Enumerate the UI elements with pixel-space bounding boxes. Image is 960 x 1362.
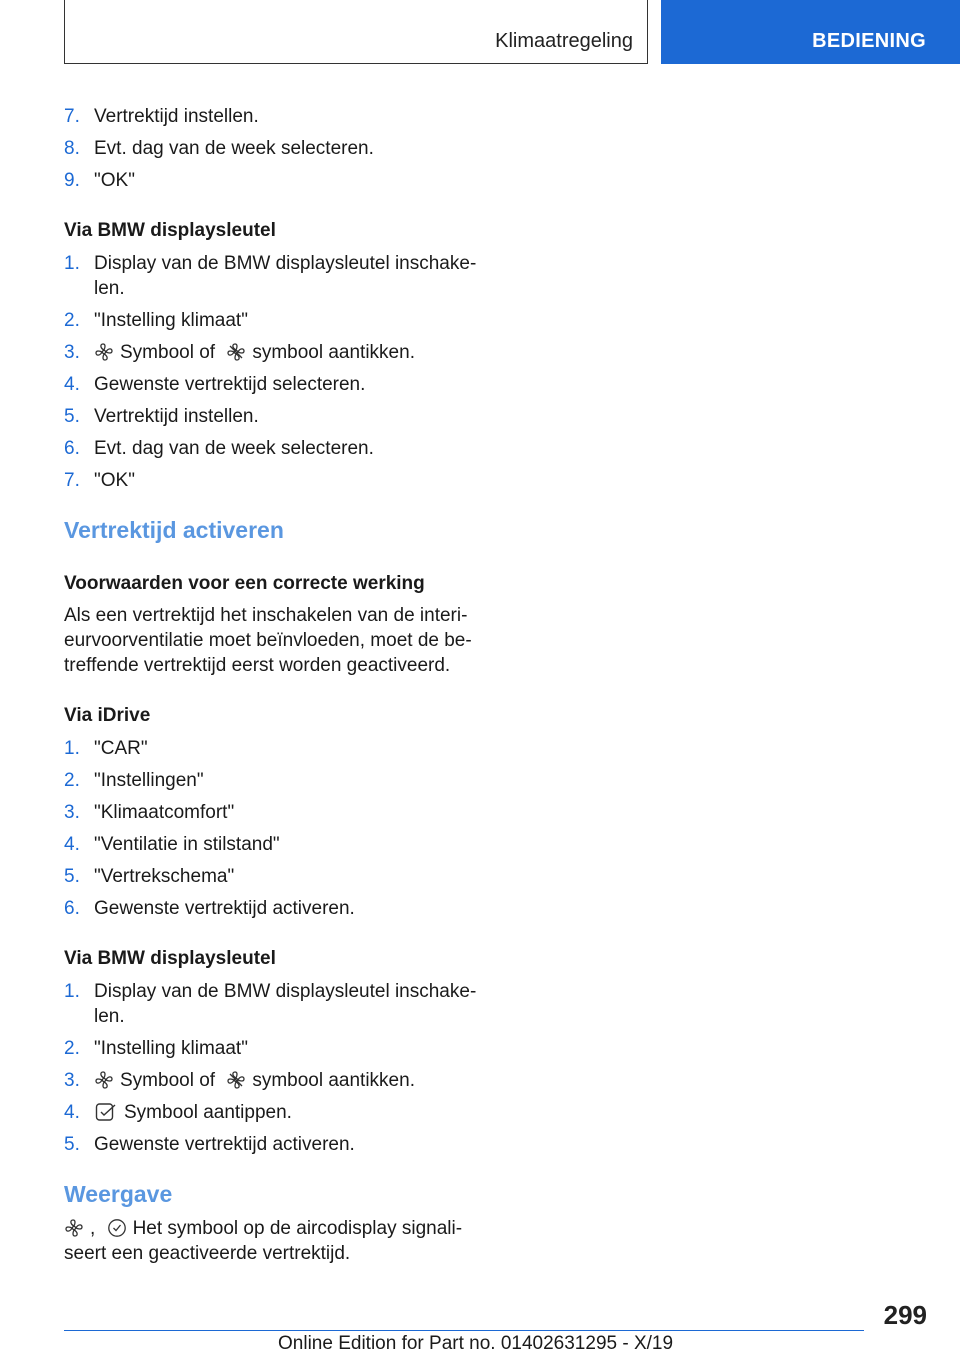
list-text: "Ventilatie in stilstand" (94, 834, 280, 855)
paragraph-line: seert een geactiveerde vertrektijd. (64, 1243, 351, 1264)
list-text (94, 1068, 484, 1093)
list-text-line: len. (94, 278, 125, 299)
list-number: 5. (64, 1134, 80, 1155)
paragraph (64, 603, 484, 678)
list-text-part: Symbool of (120, 1070, 216, 1091)
list-number: 3. (64, 802, 80, 823)
list-text: Vertrektijd instellen. (94, 106, 259, 127)
list-number: 9. (64, 170, 80, 191)
list-number: 1. (64, 738, 80, 759)
list-number: 5. (64, 406, 80, 427)
list-text: "Instelling klimaat" (94, 1038, 248, 1059)
list-number: 1. (64, 981, 80, 1002)
page-number: 299 (883, 1300, 927, 1330)
fan-icon (94, 1070, 114, 1090)
list-number: 2. (64, 1038, 80, 1059)
list-text-line: len. (94, 1006, 125, 1027)
list-number: 6. (64, 898, 80, 919)
list-number: 7. (64, 106, 80, 127)
list-text-line: Display van de BMW displaysleutel inschake- (94, 253, 477, 274)
list-number: 5. (64, 866, 80, 887)
separator: , (90, 1218, 96, 1239)
list-text (94, 340, 484, 365)
paragraph (64, 1216, 484, 1266)
list-text: "OK" (94, 170, 135, 191)
section-heading: Weergave (64, 1181, 173, 1207)
section-tab (661, 0, 960, 64)
subheading-displaykey: Via BMW displaysleutel (64, 948, 276, 969)
fan-icon (64, 1218, 84, 1238)
list-number: 3. (64, 1070, 80, 1091)
list-text: Gewenste vertrektijd selecteren. (94, 374, 366, 395)
clock-check-icon (107, 1218, 127, 1238)
list-text: "CAR" (94, 738, 148, 759)
paragraph-line: Als een vertrektijd het inschakelen van de interi- (64, 605, 468, 626)
subheading-conditions: Voorwaarden voor een correcte werking (64, 573, 425, 594)
fan-clock-icon (226, 1070, 246, 1090)
list-number: 3. (64, 342, 80, 363)
subheading-displaykey: Via BMW displaysleutel (64, 220, 276, 241)
list-text: "OK" (94, 470, 135, 491)
footer-text: Online Edition for Part no. 01402631295 - X/19 (278, 1333, 674, 1354)
list-text: Gewenste vertrektijd activeren. (94, 1134, 355, 1155)
list-text: "Klimaatcomfort" (94, 802, 235, 823)
paragraph-line: Het symbool op de aircodisplay signali- (132, 1218, 463, 1239)
list-number: 6. (64, 438, 80, 459)
list-text: Vertrektijd instellen. (94, 406, 259, 427)
list-number: 4. (64, 834, 80, 855)
list-text-line: Display van de BMW displaysleutel inschake- (94, 981, 477, 1002)
footer-divider (64, 1330, 864, 1331)
list-number: 1. (64, 253, 80, 274)
chapter-title: Klimaatregeling (495, 30, 633, 52)
list-number: 4. (64, 374, 80, 395)
fan-clock-icon (226, 342, 246, 362)
subheading-idrive: Via iDrive (64, 705, 151, 726)
list-text: Evt. dag van de week selecteren. (94, 438, 374, 459)
list-text-part: Symbool aantippen. (124, 1102, 292, 1123)
section-heading: Vertrektijd activeren (64, 517, 284, 543)
list-number: 2. (64, 770, 80, 791)
list-text: "Instellingen" (94, 770, 204, 791)
fan-icon (94, 342, 114, 362)
list-text: "Vertrekschema" (94, 866, 235, 887)
list-number: 4. (64, 1102, 80, 1123)
list-number: 7. (64, 470, 80, 491)
list-text: "Instelling klimaat" (94, 310, 248, 331)
list-number: 8. (64, 138, 80, 159)
list-text (94, 251, 484, 301)
list-text-part: symbool aantikken. (252, 342, 415, 363)
list-number: 2. (64, 310, 80, 331)
paragraph-line: treffende vertrektijd eerst worden geactiveerd. (64, 655, 451, 676)
list-text (94, 1100, 484, 1125)
list-text-part: Symbool of (120, 342, 216, 363)
list-text: Gewenste vertrektijd activeren. (94, 898, 355, 919)
header-bar (64, 0, 648, 64)
checkbox-icon (94, 1102, 118, 1122)
list-text: Evt. dag van de week selecteren. (94, 138, 374, 159)
section-title: BEDIENING (812, 30, 926, 52)
list-text-part: symbool aantikken. (252, 1070, 415, 1091)
list-text (94, 979, 484, 1029)
paragraph-line: eurvoorventilatie moet beïnvloeden, moet de be- (64, 630, 472, 651)
